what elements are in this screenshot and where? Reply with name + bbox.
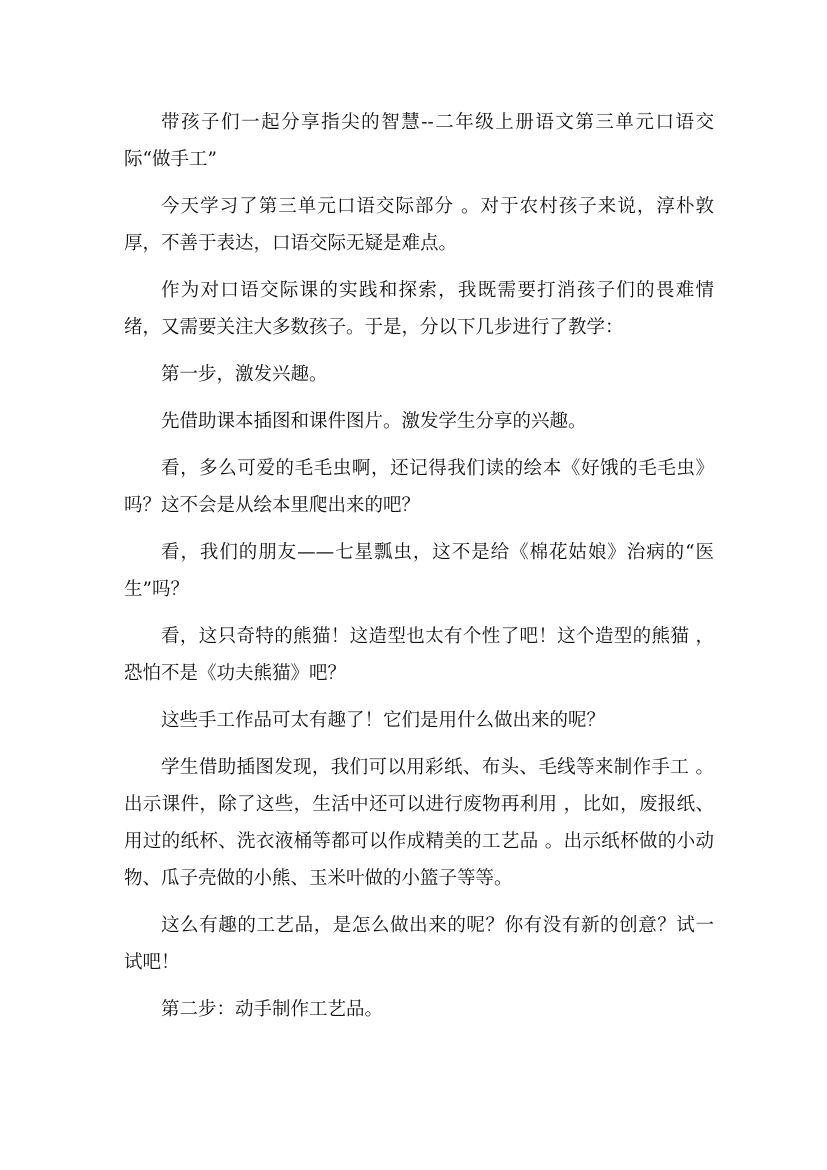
paragraph-caterpillar: 看，多么可爱的毛毛虫啊，还记得我们读的绘本《好饿的毛毛虫》吗？这不会是从绘本里爬出来的吧？ <box>124 458 714 516</box>
paragraph-materials: 学生借助插图发现，我们可以用彩纸、布头、毛线等来制作手工 。出示课件，除了这些，生活中还可以进行废物再利用 ，比如，废报纸、用过的纸杯、洗衣液桶等都可以作成精美的工艺品 。出示纸杯做的小动物、瓜子壳做的小熊、玉米叶做的小篮子等等。 <box>124 757 714 889</box>
paragraph-question: 这些手工作品可太有趣了！它们是用什么做出来的呢？ <box>161 710 606 731</box>
document-body <box>124 104 714 1038</box>
paragraph-step-one-heading: 第一步，激发兴趣。 <box>161 364 328 385</box>
paragraph-step-two-heading: 第二步：动手制作工艺品。 <box>161 999 384 1020</box>
paragraph-panda: 看，这只奇特的熊猫！这造型也太有个性了吧！这个造型的熊猫 ，恐怕不是《功夫熊猫》吧？ <box>124 626 714 684</box>
paragraph-intro: 今天学习了第三单元口语交际部分 。对于农村孩子来说，淳朴敦厚，不善于表达，口语交际无疑是难点。 <box>124 196 714 254</box>
paragraph-creativity: 这么有趣的工艺品，是怎么做出来的呢？你有没有新的创意？试一试吧！ <box>124 915 714 973</box>
paragraph-illustrations: 先借助课本插图和课件图片。激发学生分享的兴趣。 <box>161 411 587 432</box>
paragraph-practice: 作为对口语交际课的实践和探索，我既需要打消孩子们的畏难情绪，又需要关注大多数孩子。于是，分以下几步进行了教学： <box>124 280 714 338</box>
paragraph-ladybug: 看，我们的朋友——七星瓢虫，这不是给《棉花姑娘》治病的“医生”吗？ <box>124 542 714 600</box>
paragraph-title: 带孩子们一起分享指尖的智慧--二年级上册语文第三单元口语交际“做手工” <box>124 112 714 170</box>
